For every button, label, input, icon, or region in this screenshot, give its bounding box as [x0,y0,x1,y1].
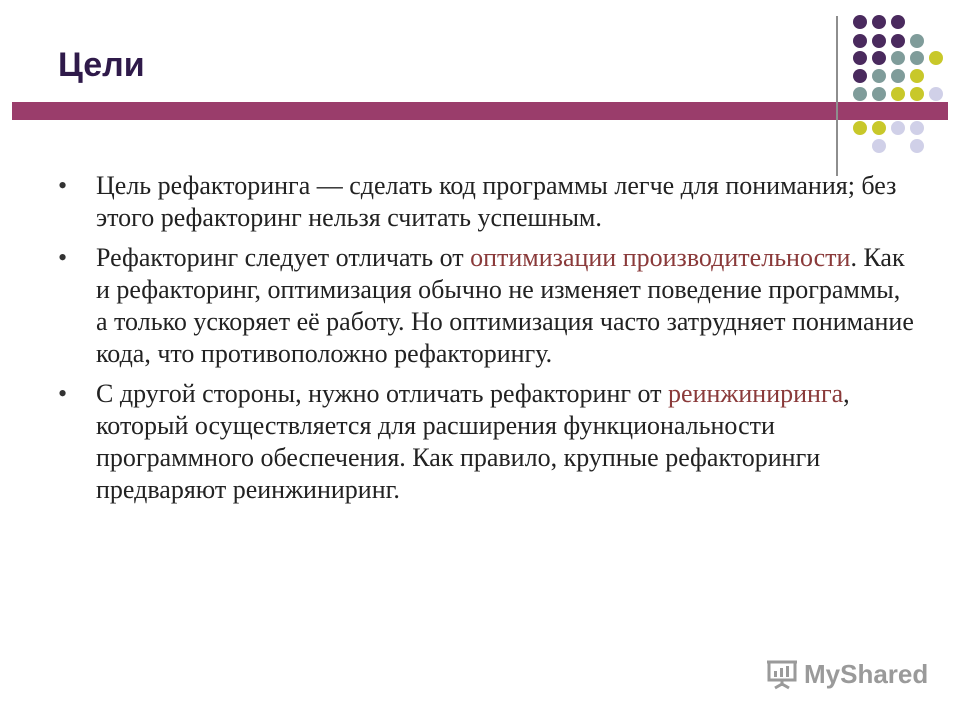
decorative-dot [891,121,905,135]
decorative-dot [891,51,905,65]
decorative-dot [872,139,886,153]
decorative-dot [910,69,924,83]
bullet-item [58,242,918,370]
decorative-dot [891,69,905,83]
decorative-dot [853,69,867,83]
decorative-dot [853,34,867,48]
watermark [766,656,928,692]
vertical-divider [836,16,838,176]
decorative-dot [891,34,905,48]
bullet-text: , который осуществляется для расширения функциональности программного обеспечения. Как правило, крупные рефакторинги предваряют реинжиниринг. [96,379,850,504]
decorative-dot [910,51,924,65]
bullet-text: Цель рефакторинга — сделать код программы легче для понимания; без этого рефакторинг нельзя считать успешным. [96,171,897,232]
decorative-dot [872,69,886,83]
term-link[interactable]: оптимизации производительности [470,243,851,272]
decorative-dot [872,121,886,135]
decorative-dot [910,121,924,135]
decorative-dot [872,34,886,48]
decorative-dot [853,15,867,29]
presentation-board-icon [766,658,798,690]
decorative-dot [872,87,886,101]
bullet-item [58,378,918,506]
bullet-item [58,170,918,234]
decorative-dot [910,139,924,153]
decorative-dot [853,87,867,101]
bullet-list [58,170,918,514]
decorative-dot [929,51,943,65]
slide-title: Цели [58,46,145,84]
decorative-dot [929,87,943,101]
term-link[interactable]: реинжиниринга [668,379,844,408]
decorative-dot [853,121,867,135]
title-bar [12,102,948,120]
decorative-dot [853,51,867,65]
bullet-text: . Как и рефакторинг, оптимизация обычно не изменяет поведение программы, а только ускоряет её работу. Но оптимизация часто затрудняет понимание кода, что противоположно рефакторингу. [96,243,914,368]
decorative-dot [891,15,905,29]
bullet-text: Рефакторинг следует отличать от [96,243,471,272]
decorative-dot [910,87,924,101]
watermark-text: MyShared [804,658,929,689]
decorative-dot [891,87,905,101]
decorative-dot [872,15,886,29]
decorative-dot [910,34,924,48]
bullet-text: С другой стороны, нужно отличать рефакторинг от [96,379,669,408]
decorative-dot [872,51,886,65]
